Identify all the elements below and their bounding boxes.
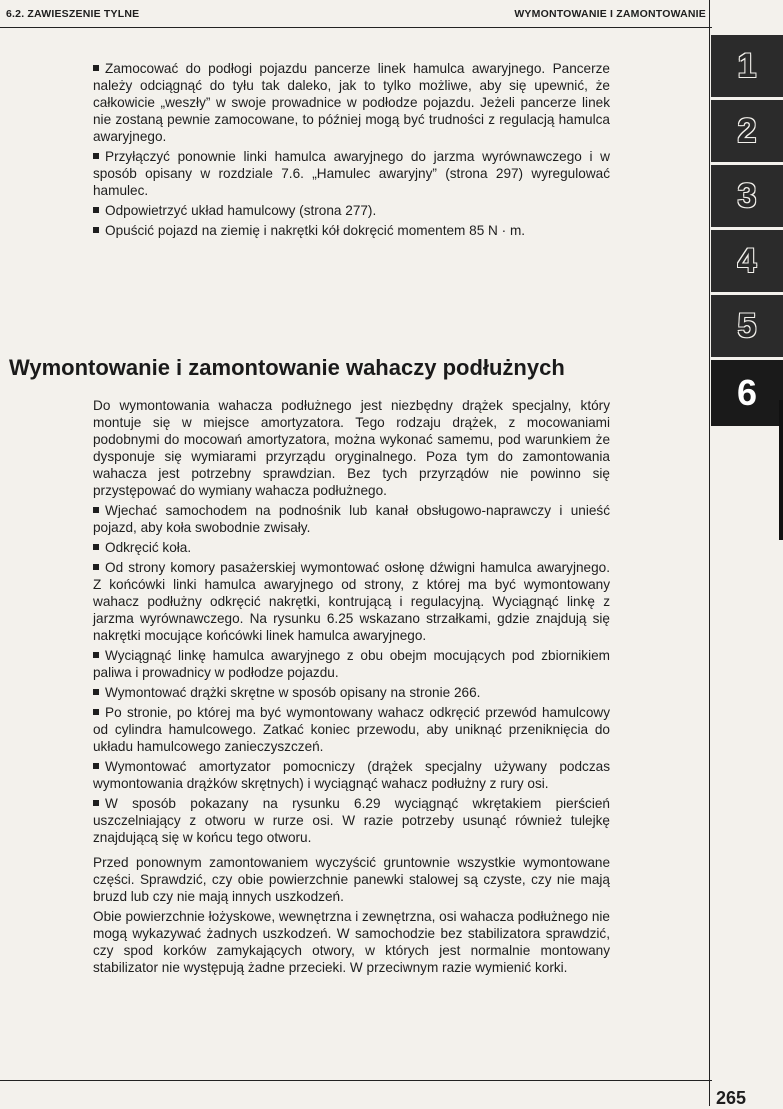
list-item-text: Wymontować amortyzator pomocniczy (drążek specjalny używany podczas wymontowania drążków skrętnych) i wyciągnąć wahacz podłużny z rury osi.	[93, 759, 610, 791]
section-body	[93, 397, 610, 979]
list-item-text: Od strony komory pasażerskiej wymontować osłonę dźwigni hamulca awaryjnego. Z końcówki linki hamulca awaryjnego od strony, z której ma być wymontowany wahacz podłużny odkręcić nakrętki, kontrującą i regulacyjną. Wyciągnąć linkę z jarzma wyrównawczego. Na rysunku 6.25 wskazano strzałkami, gdzie znajdują się nakrętki mocujące końcówki linek hamulca awaryjnego.	[93, 560, 610, 643]
list-item-text: Odpowietrzyć układ hamulcowy (strona 277).	[105, 203, 377, 218]
list-item-text: Wymontować drążki skrętne w sposób opisany na stronie 266.	[105, 685, 481, 700]
bullet-square-icon	[93, 227, 99, 233]
list-item	[93, 222, 610, 239]
thumb-index-edge	[779, 400, 783, 540]
chapter-tabs	[711, 35, 783, 429]
list-item-text: Po stronie, po której ma być wymontowany wahacz odkręcić przewód hamulcowy od cylindra hamulcowego. Zatkać koniec przewodu, aby uniknąć przeniknięcia do układu hamulcowego zanieczyszczeń.	[93, 705, 610, 754]
chapter-tab-label: 4	[737, 241, 757, 280]
list-item-text: Wyciągnąć linkę hamulca awaryjnego z obu obejm mocujących pod zbiornikiem paliwa i prowadnicy w podłodze pojazdu.	[93, 648, 610, 680]
list-item	[93, 647, 610, 681]
list-item-text: Przyłączyć ponownie linki hamulca awaryjnego do jarzma wyrównawczego i w sposób opisany w rozdziale 7.6. „Hamulec awaryjny” (strona 297) wyregulować hamulec.	[93, 149, 610, 198]
bullet-square-icon	[93, 507, 99, 513]
list-item	[93, 60, 610, 145]
chapter-tab-label: 6	[736, 372, 758, 413]
margin-rule	[709, 0, 710, 1106]
chapter-tab-label: 1	[737, 46, 757, 85]
list-item	[93, 704, 610, 755]
list-item	[93, 684, 610, 701]
header-section: 6.2. ZAWIESZENIE TYLNE	[6, 8, 140, 20]
section-title: Wymontowanie i zamontowanie wahaczy podłużnych	[9, 355, 565, 380]
bullet-square-icon	[93, 763, 99, 769]
chapter-tab-5[interactable]	[711, 295, 783, 357]
bullet-square-icon	[93, 800, 99, 806]
closing-paragraph: Przed ponownym zamontowaniem wyczyścić gruntownie wszystkie wymontowane części. Sprawdzić, czy obie powierzchnie panewki stalowej są czyste, czy nie mają bruzd lub czy nie mają innych uszkodzeń.	[93, 855, 610, 904]
bullet-square-icon	[93, 153, 99, 159]
header-chapter: WYMONTOWANIE I ZAMONTOWANIE	[514, 8, 706, 20]
list-item	[93, 559, 610, 644]
header-rule	[0, 27, 712, 28]
list-item-text: Opuścić pojazd na ziemię i nakrętki kół dokręcić momentem 85 N · m.	[105, 223, 526, 238]
running-header	[6, 8, 706, 20]
bullet-square-icon	[93, 65, 99, 71]
chapter-tab-label: 3	[737, 176, 757, 215]
list-item	[93, 795, 610, 846]
bullet-square-icon	[93, 709, 99, 715]
list-item	[93, 539, 610, 556]
list-item-text: Wjechać samochodem na podnośnik lub kanał obsługowo-naprawczy i unieść pojazd, aby koła swobodnie zwisały.	[93, 503, 610, 535]
list-item	[93, 148, 610, 199]
list-item-text: W sposób pokazany na rysunku 6.29 wyciągnąć wkrętakiem pierścień uszczelniający z otworu w rurze osi. W razie potrzeby usunąć również tulejkę znajdującą się w końcu tego otworu.	[93, 796, 610, 845]
bullet-square-icon	[93, 564, 99, 570]
closing-paragraph: Obie powierzchnie łożyskowe, wewnętrzna i zewnętrzna, osi wahacza podłużnego nie mogą wykazywać żadnych uszkodzeń. W samochodzie bez stabilizatora sprawdzić, czy spod korków zamykających otwory, w których jest normalnie montowany stabilizator nie występują żadne przecieki. W przeciwnym razie wymienić korki.	[93, 909, 610, 975]
footer-rule	[0, 1080, 712, 1081]
chapter-tab-4[interactable]	[711, 230, 783, 292]
intro-paragraph: Do wymontowania wahacza podłużnego jest niezbędny drążek specjalny, który montuje się w miejsce amortyzatora. Tego rodzaju drążek, z mocowaniami podobnymi do mocowań amortyzatora, można wykonać samemu, pod warunkiem że dysponuje się wymiarami przyrządu oryginalnego. Poza tym do zamontowania wahacza jest potrzebny sprawdzian. Bez tych przyrządów nie powinno się przystępować do wymiany wahacza podłużnego.	[93, 398, 610, 498]
bullet-square-icon	[93, 689, 99, 695]
list-item	[93, 502, 610, 536]
chapter-tab-label: 2	[737, 111, 757, 150]
chapter-tab-2[interactable]	[711, 100, 783, 162]
previous-section-steps	[93, 60, 610, 242]
chapter-tab-3[interactable]	[711, 165, 783, 227]
list-item	[93, 758, 610, 792]
chapter-tab-6-active[interactable]	[711, 360, 783, 426]
bullet-square-icon	[93, 207, 99, 213]
list-item	[93, 202, 610, 219]
chapter-tab-label: 5	[737, 306, 757, 345]
list-item-text: Odkręcić koła.	[105, 540, 192, 555]
chapter-tab-1[interactable]	[711, 35, 783, 97]
page-number: 265	[716, 1088, 747, 1108]
bullet-square-icon	[93, 544, 99, 550]
bullet-square-icon	[93, 652, 99, 658]
list-item-text: Zamocować do podłogi pojazdu pancerze linek hamulca awaryjnego. Pancerze należy odciągnąć do tyłu tak daleko, jak to tylko możliwe, aby się upewnić, że całkowicie „weszły” w swoje prowadnice w podłodze pojazdu. Jeżeli pancerze linek nie zostaną pewnie zamocowane, to później mogą być trudności z regulacją hamulca awaryjnego.	[93, 61, 610, 144]
